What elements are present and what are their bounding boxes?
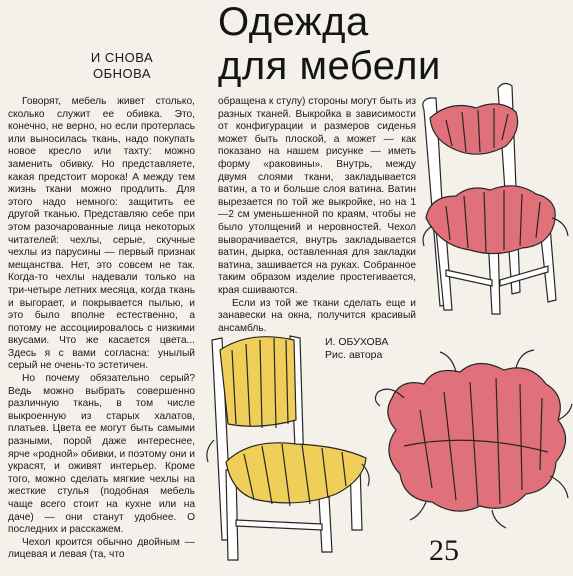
- paragraph: Говорят, мебель живет столько, сколько служит ее обивка. Это, конечно, не верно, но если протерлась или выносилась ткань, надо покупать новое кресло или тахту: можно заменить обивку. Но представляете, какая предстоит морока! А между тем жизнь ткани можно продлить. Для этого надо немного: защитить ее другой тканью. Представляю себе при этом разочарованные лица некоторых читателей: чехлы, серые, скучные чехлы из парусины — первый признак мещанства. Нет, это совсем не так. Когда-то чехлы надевали только на три-четыре летних месяца, когда ткань и выгорает, и покрывается пылью, и это было вполне естественно, а потому не ассоциировалось с низкими вкусами. Что же касается цвета... Здесь я с вами согласна: унылый серый не очень-то эстетичен.: [8, 96, 195, 372]
- paragraph: Чехол кроится обычно двойным — лицевая и левая (та, что: [8, 536, 195, 561]
- cushion-pattern-illustration: [375, 350, 572, 528]
- paragraph: Но почему обязательно серый? Ведь можно выбрать совершенно различную ткань, в том числе выкроенную из старых халатов, платьев. Цвета ее могут быть самыми разными, порой даже интереснее, ярче «родной» обивки, и поэтому они и украсят, и оживят интерьер. Кроме того, можно сделать мягкие чехлы на жесткие стулья (подобная мебель чаще всего стоит на кухне или на даче) — они станут удобнее. О последних и расскажем.: [8, 373, 195, 536]
- chair-pink-illustration: [423, 83, 568, 314]
- kicker-line-2: ОБНОВА: [92, 66, 152, 81]
- page-number: 25: [429, 534, 459, 567]
- chair-yellow-illustration: [207, 336, 369, 560]
- author-name: И. ОБУХОВА: [325, 336, 389, 348]
- paragraph: Если из той же ткани сделать еще и занавески на окна, получится красивый ансамбль.: [218, 297, 416, 334]
- title-line-2: для мебели: [218, 44, 441, 88]
- kicker-line-1: И СНОВА: [90, 50, 154, 65]
- paragraph-continued: обращена к стулу) стороны могут быть из разных тканей. Выкройка в зависимости от конфигурации и размеров сиденья может быть плоской, а может — как показано на нашем рисунке — иметь форму «раковины». Внутрь, между двумя слоями ткани, закладывается ватин, а то и больше слоя ватина. Ватин вырезается по той же выкройке, но на 1—2 см уменьшенной по краям, чтобы не было утолщений и неровностей. Чехол выворачивается, внутрь закладывается ватин, дырка, оставленная для закладки ватина, зашивается на руках. Собранное таким образом изделие простегивается, края сшиваются.: [218, 96, 416, 296]
- illustration-credit: Рис. автора: [325, 349, 383, 361]
- title-line-1: Одежда: [218, 0, 369, 44]
